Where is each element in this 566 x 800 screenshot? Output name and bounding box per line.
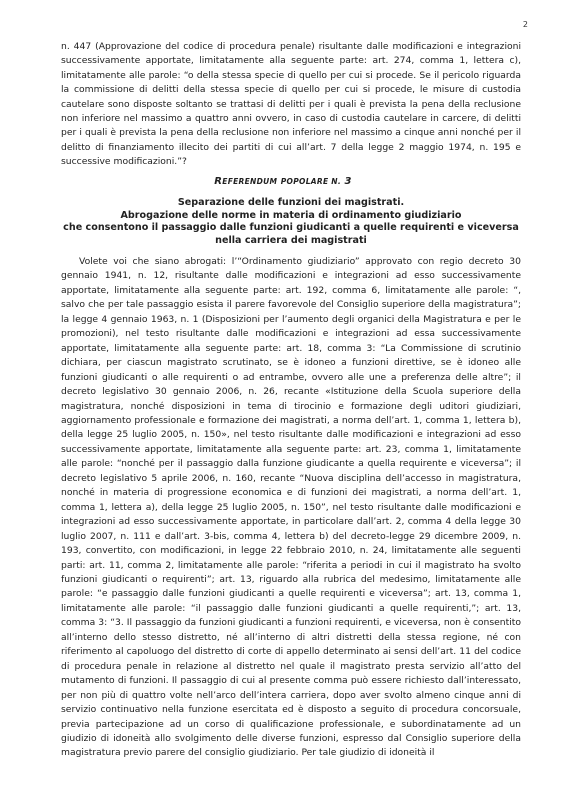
heading-line: nella carriera dei magistrati <box>215 234 367 246</box>
heading-line: Abrogazione delle norme in materia di ordinamento giudiziario <box>120 209 462 221</box>
intro-paragraph: n. 447 (Approvazione del codice di procedura penale) risultante dalle modificazioni e integrazioni successivamente apportate, limitatamente alla seguente parte: art. 274, comma 1, lettera c), limitatamente alle parole: “o della stessa specie di quello per cui si procede. Se il pericolo riguarda la commissione di delitti della stessa specie di quello per cui si procede, le misure di custodia cautelare sono disposte soltanto se trattasi di delitti per i quali è prevista la pena della reclusione non inferiore nel massimo a quattro anni ovvero, in caso di custodia cautelare in carcere, di delitti per i quali è prevista la pena della reclusione non inferiore nel massimo a cinque anni nonché per il delitto di finanziamento illecito dei partiti di cui all’art. 7 della legge 2 maggio 1974, n. 195 e successive modificazioni.”? <box>61 41 521 168</box>
referendum-number: 3 <box>344 176 352 187</box>
main-paragraph: Volete voi che siano abrogati: l’“Ordinamento giudiziario” approvato con regio decreto 30 gennaio 1941, n. 12, risultante dalle modificazioni e integrazioni ad esso successivamente apportate, limitatamente alla seguente parte: art. 192, comma 6, limitatamente alle parole: “, salvo che per tale passaggio esista il parere favorevole del Consiglio superiore della magistratura”; la legge 4 gennaio 1963, n. 1 (Disposizioni per l’aumento degli organici della Magistratura e per le promozioni), nel testo risultante dalle modificazioni e integrazioni ad essa successivamente apportate, limitatamente alla seguente parte: art. 18, comma 3: “La Commissione di scrutinio dichiara, per ciascun magistrato scrutinato, se è idoneo a funzioni direttive, se è idoneo alle funzioni giudicanti o alle requirenti o ad entrambe, ovvero alle une a preferenza delle altre”; il decreto legislativo 30 gennaio 2006, n. 26, recante «Istituzione della Scuola superiore della magistratura, nonché disposizioni in tema di tirocinio e formazione degli uditori giudiziari, aggiornamento professionale e formazione dei magistrati, a norma dell’art. 1, comma 1, lettera b), della legge 25 luglio 2005, n. 150», nel testo risultante dalle modificazioni e integrazioni ad esso successivamente apportate, limitatamente alla seguente parte: art. 23, comma 1, limitatamente alle parole: “nonché per il passaggio dalla funzione giudicante a quella requirente e viceversa”; il decreto legislativo 5 aprile 2006, n. 160, recante “Nuova disciplina dell’accesso in magistratura, nonché in materia di progressione economica e di funzioni dei magistrati, a norma dell’art. 1, comma 1, lettera a), della legge 25 luglio 2005, n. 150”, nel testo risultante dalle modificazioni e integrazioni ad esso successivamente apportate, in particolare dall’art. 2, comma 4 della legge 30 luglio 2007, n. 111 e dall’art. 3-bis, comma 4, lettera b) del decreto-legge 29 dicembre 2009, n. 193, convertito, con modificazioni, in legge 22 febbraio 2010, n. 24, limitatamente alle seguenti parti: art. 11, comma 2, limitatamente alle parole: “riferita a periodi in cui il magistrato ha svolto funzioni giudicanti o requirenti”; art. 13, riguardo alla rubrica del medesimo, limitatamente alle parole: “e passaggio dalle funzioni giudicanti a quelle requirenti e viceversa”; art. 13, comma 1, limitatamente alle parole: “il passaggio dalle funzioni giudicanti a quelle requirenti,”; art. 13, comma 3: “3. Il passaggio da funzioni giudicanti a funzioni requirenti, e viceversa, non è consentito all’interno dello stesso distretto, né all’interno di altri distretti della stessa regione, né con riferimento al capoluogo del distretto di corte di appello determinato ai sensi dell’art. 11 del codice di procedura penale in relazione al distretto nel quale il magistrato presta servizio all’atto del mutamento di funzioni. Il passaggio di cui al presente comma può essere richiesto dall’interessato, per non più di quattro volte nell’arco dell’intera carriera, dopo aver svolto almeno cinque anni di servizio continuativo nella funzione esercitata ed è disposto a seguito di procedura concorsuale, previa partecipazione ad un corso di qualificazione professionale, e subordinatamente ad un giudizio di idoneità allo svolgimento delle diverse funzioni, espresso dal Consiglio superiore della magistratura previo parere del consiglio giudiziario. Per tale giudizio di idoneità il <box>61 256 521 759</box>
referendum-title <box>0 176 566 187</box>
referendum-popolare: POPOLARE N. <box>280 177 342 186</box>
heading-line: che consentono il passaggio dalle funzioni giudicanti a quelle requirenti e viceversa <box>63 222 519 234</box>
referendum-title-initial: R <box>214 176 223 187</box>
referendum-title-rest: EFERENDUM <box>222 177 278 186</box>
heading-line: Separazione delle funzioni dei magistrati. <box>177 197 405 208</box>
section-heading <box>61 197 521 247</box>
page-number: 2 <box>522 20 528 29</box>
